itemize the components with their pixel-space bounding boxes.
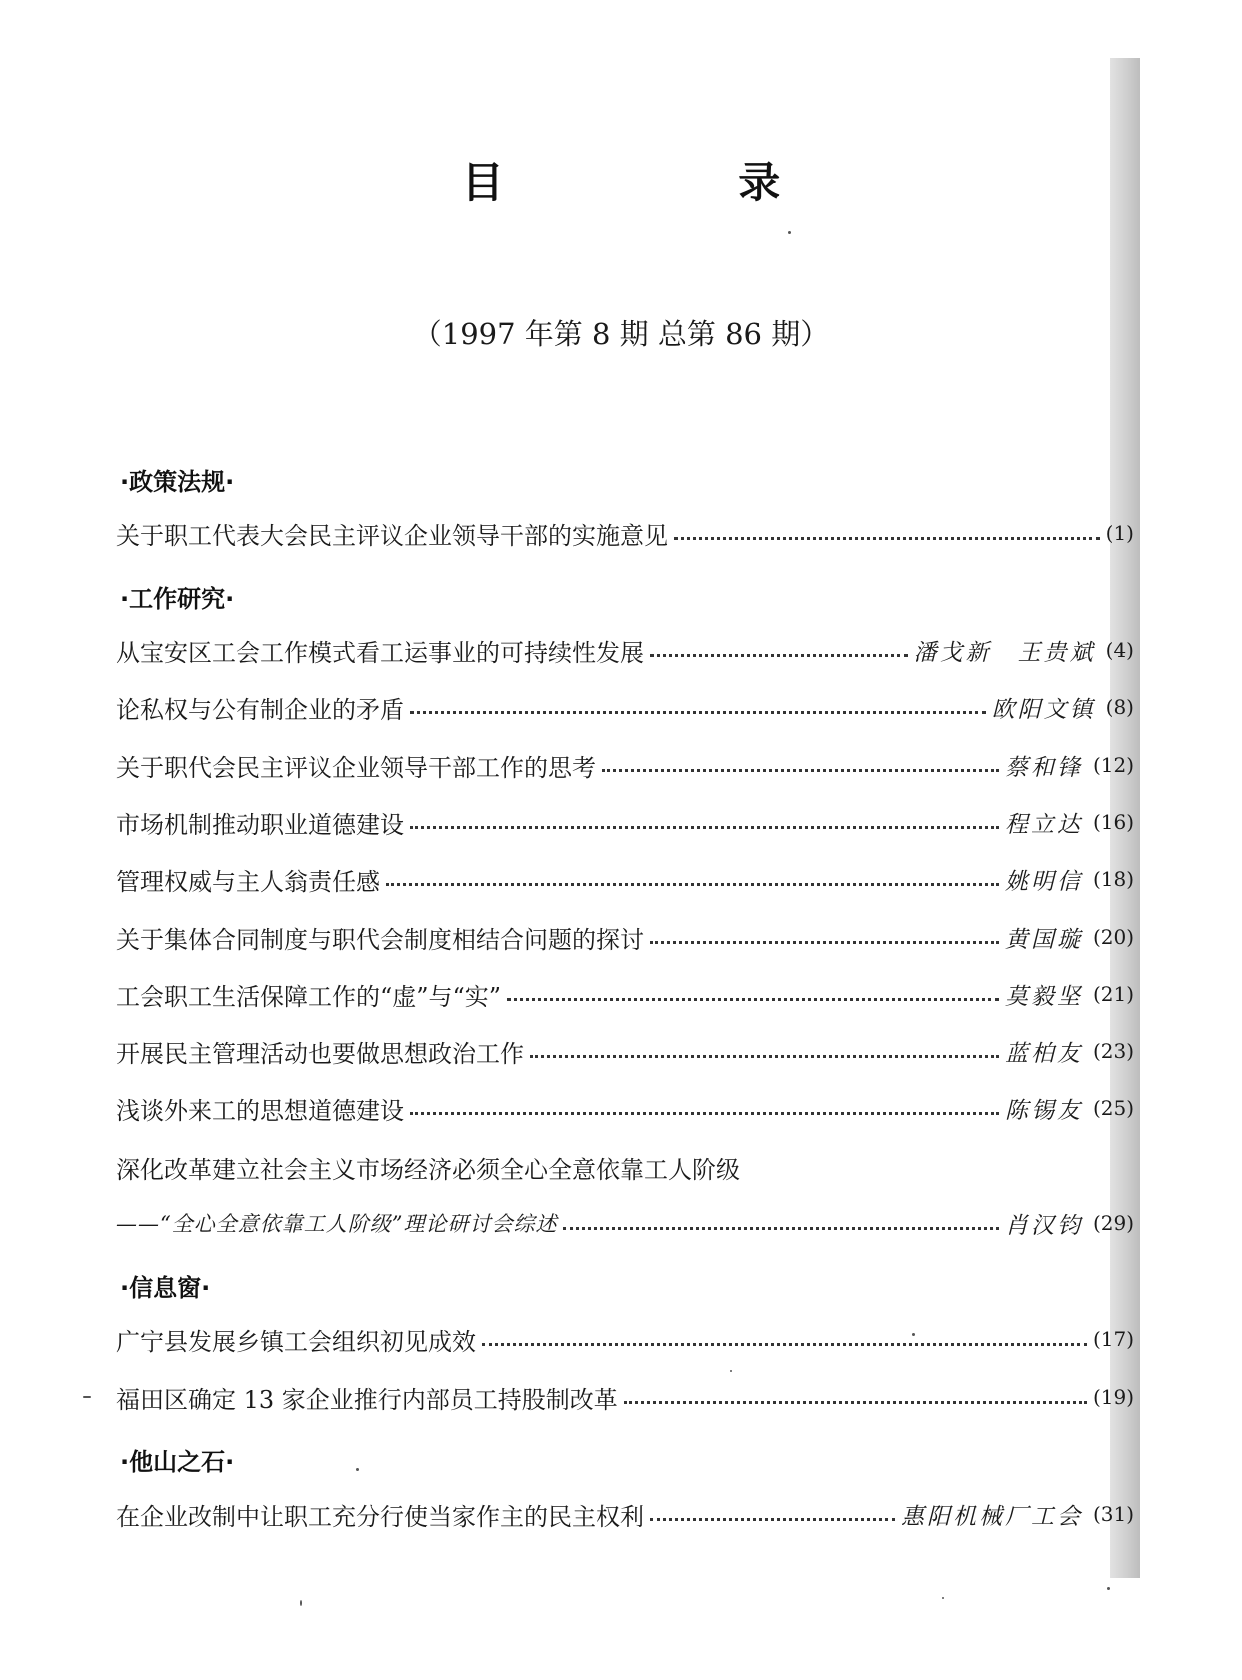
toc-entry[interactable] — [116, 862, 1134, 896]
dot-leader — [507, 998, 999, 1001]
scan-speck — [942, 1597, 944, 1599]
entry-title: 浅谈外来工的思想道德建设 — [116, 1096, 404, 1125]
dot-leader — [386, 883, 999, 886]
scan-speck — [1107, 1587, 1110, 1590]
entry-author: 肖汉钧 — [1004, 1212, 1083, 1239]
entry-page: (16) — [1092, 810, 1134, 834]
dot-leader — [674, 537, 1100, 540]
toc-entry[interactable] — [116, 920, 1134, 954]
toc-entry[interactable] — [116, 748, 1134, 782]
dot-leader — [410, 826, 999, 829]
entry-title: 工会职工生活保障工作的“虚”与“实” — [116, 982, 502, 1011]
toc-entry[interactable] — [116, 1322, 1134, 1356]
toc-entry[interactable] — [116, 805, 1134, 839]
page-title: 目 录 — [461, 158, 891, 207]
toc-entry[interactable] — [116, 516, 1134, 550]
entry-author: 欧阳文镇 — [991, 696, 1096, 723]
entry-page: (1) — [1105, 521, 1134, 545]
section-heading-policy: ·政策法规· — [120, 468, 235, 496]
entry-page: (12) — [1092, 753, 1134, 777]
issue-info: （1997 年第 8 期 总第 86 期） — [412, 317, 830, 351]
entry-title: 论私权与公有制企业的矛盾 — [116, 695, 404, 724]
entry-subtitle: ——“全心全意依靠工人阶级”理论研讨会综述 — [116, 1212, 558, 1236]
scan-speck — [356, 1468, 359, 1471]
entry-author: 莫毅坚 — [1004, 983, 1083, 1010]
entry-title: 市场机制推动职业道德建设 — [116, 810, 404, 839]
dot-leader — [482, 1343, 1087, 1346]
entry-page: (19) — [1092, 1385, 1134, 1409]
entry-page: (8) — [1105, 695, 1134, 719]
section-heading-stone: ·他山之石· — [120, 1448, 235, 1476]
entry-page: (21) — [1092, 982, 1134, 1006]
dot-leader — [410, 1112, 999, 1115]
dot-leader — [650, 941, 999, 944]
toc-entry[interactable] — [116, 1034, 1134, 1068]
dot-leader — [624, 1401, 1087, 1404]
entry-title: 关于职工代表大会民主评议企业领导干部的实施意见 — [116, 521, 668, 550]
entry-author: 蔡和锋 — [1004, 754, 1083, 781]
toc-entry[interactable] — [116, 1497, 1134, 1531]
scan-speck — [83, 1396, 91, 1398]
toc-entry-subtitle[interactable] — [116, 1206, 1134, 1240]
toc-entry[interactable] — [116, 633, 1134, 667]
toc-entry-title-line[interactable]: 深化改革建立社会主义市场经济必须全心全意依靠工人阶级 — [116, 1156, 740, 1184]
toc-entry[interactable] — [116, 1091, 1134, 1125]
dot-leader — [650, 1518, 895, 1521]
entry-title: 开展民主管理活动也要做思想政治工作 — [116, 1039, 524, 1068]
entry-title: 在企业改制中让职工充分行使当家作主的民主权利 — [116, 1502, 644, 1531]
entry-author: 黄国璇 — [1004, 926, 1083, 953]
scan-speck — [912, 1333, 915, 1336]
scan-speck — [730, 1370, 732, 1372]
scan-speck — [300, 1600, 302, 1606]
entry-page: (29) — [1092, 1211, 1134, 1235]
entry-author: 蓝柏友 — [1004, 1040, 1083, 1067]
entry-title: 广宁县发展乡镇工会组织初见成效 — [116, 1327, 476, 1356]
entry-author: 惠阳机械厂工会 — [900, 1503, 1083, 1530]
dot-leader — [530, 1055, 999, 1058]
entry-page: (31) — [1092, 1502, 1134, 1526]
dot-leader — [563, 1227, 998, 1230]
entry-title: 福田区确定 13 家企业推行内部员工持股制改革 — [116, 1385, 618, 1414]
entry-page: (23) — [1092, 1039, 1134, 1063]
scan-speck — [788, 231, 791, 234]
section-heading-info: ·信息窗· — [120, 1274, 211, 1302]
entry-author: 程立达 — [1004, 811, 1083, 838]
toc-entry[interactable] — [116, 690, 1134, 724]
dot-leader — [650, 654, 908, 657]
toc-entry[interactable] — [116, 1380, 1134, 1414]
entry-author: 潘戈新 王贵斌 — [913, 639, 1096, 666]
entry-title: 关于集体合同制度与职代会制度相结合问题的探讨 — [116, 925, 644, 954]
entry-title: 关于职代会民主评议企业领导干部工作的思考 — [116, 753, 596, 782]
entry-author: 姚明信 — [1004, 868, 1083, 895]
dot-leader — [410, 711, 986, 714]
entry-page: (4) — [1105, 638, 1134, 662]
entry-page: (20) — [1092, 925, 1134, 949]
dot-leader — [602, 769, 999, 772]
entry-page: (17) — [1092, 1327, 1134, 1351]
section-heading-research: ·工作研究· — [120, 585, 235, 613]
entry-title: 管理权威与主人翁责任感 — [116, 867, 380, 896]
entry-title: 从宝安区工会工作模式看工运事业的可持续性发展 — [116, 638, 644, 667]
entry-author: 陈锡友 — [1004, 1097, 1083, 1124]
entry-page: (25) — [1092, 1096, 1134, 1120]
entry-page: (18) — [1092, 867, 1134, 891]
toc-entry[interactable] — [116, 977, 1134, 1011]
